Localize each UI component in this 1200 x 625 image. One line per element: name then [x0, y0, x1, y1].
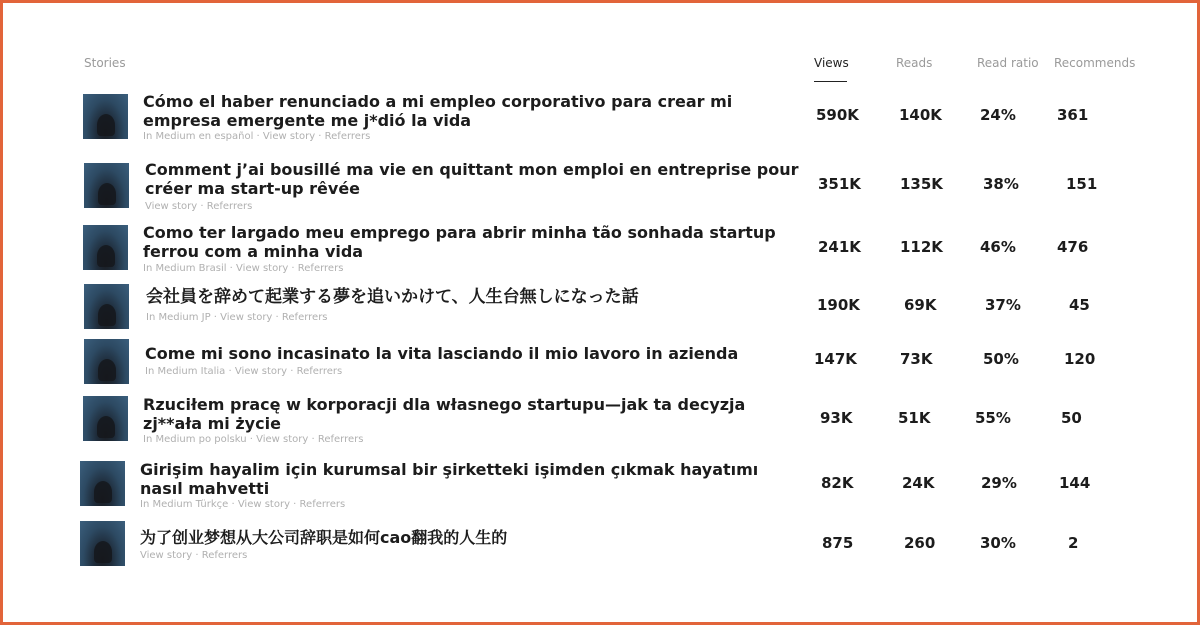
reads-value: 24K [902, 474, 935, 492]
recommends-value: 144 [1059, 474, 1091, 492]
read-ratio-value: 38% [983, 175, 1019, 193]
read-ratio-value: 24% [980, 106, 1016, 124]
reads-value: 140K [899, 106, 942, 124]
reads-value: 73K [900, 350, 933, 368]
read-ratio-value: 50% [983, 350, 1019, 368]
story-title[interactable]: Cómo el haber renunciado a mi empleo corporativo para crear mi empresa emergente me j*dió la vida [143, 92, 733, 130]
read-ratio-value: 46% [980, 238, 1016, 256]
read-ratio-value: 29% [981, 474, 1017, 492]
story-meta: In Medium Italia · View story · Referrers [145, 366, 343, 377]
recommends-value: 361 [1057, 106, 1089, 124]
story-meta: In Medium Türkçe · View story · Referrers [140, 499, 346, 510]
view-story-link[interactable]: View story [234, 366, 288, 377]
view-story-link[interactable]: View story [256, 434, 309, 445]
publication-link[interactable]: In Medium JP [146, 312, 211, 323]
story-meta: In Medium po polsku · View story · Referrers [143, 434, 364, 445]
read-ratio-value: 37% [985, 296, 1021, 314]
reads-value: 135K [900, 175, 943, 193]
header-reads-tab[interactable]: Reads [896, 56, 933, 70]
referrers-link[interactable]: Referrers [206, 201, 253, 212]
story-thumbnail[interactable] [84, 339, 129, 384]
publication-link[interactable]: In Medium Türkçe [140, 499, 229, 510]
story-title[interactable]: 为了创业梦想从大公司辞职是如何cao翻我的人生的 [140, 528, 508, 547]
referrers-link[interactable]: Referrers [297, 263, 344, 274]
header-read-ratio-tab[interactable]: Read ratio [977, 56, 1039, 70]
story-title[interactable]: Comment j’ai bousillé ma vie en quittant mon emploi en entreprise pour créer ma start-up rêvée [145, 160, 799, 198]
reads-value: 112K [900, 238, 943, 256]
story-thumbnail[interactable] [84, 284, 129, 329]
read-ratio-value: 55% [975, 409, 1011, 427]
views-value: 590K [816, 106, 859, 124]
recommends-value: 50 [1061, 409, 1082, 427]
views-value: 147K [814, 350, 857, 368]
views-value: 241K [818, 238, 861, 256]
story-meta: In Medium Brasil · View story · Referrers [143, 263, 344, 274]
story-meta: View story · Referrers [145, 201, 253, 212]
story-title[interactable]: Rzuciłem pracę w korporacji dla własnego startupu—jak ta decyzja zj**ała mi życie [143, 395, 746, 433]
story-thumbnail[interactable] [83, 94, 128, 139]
publication-link[interactable]: In Medium Brasil [143, 263, 227, 274]
views-value: 82K [821, 474, 854, 492]
publication-link[interactable]: In Medium Italia [145, 366, 226, 377]
view-story-link[interactable]: View story [145, 201, 198, 212]
publication-link[interactable]: In Medium en español [143, 131, 254, 142]
referrers-link[interactable]: Referrers [281, 312, 328, 323]
views-value: 93K [820, 409, 853, 427]
view-story-link[interactable]: View story [220, 312, 273, 323]
views-value: 351K [818, 175, 861, 193]
story-title[interactable]: Girişim hayalim için kurumsal bir şirketteki işimden çıkmak hayatımı nasıl mahvetti [140, 460, 759, 498]
story-thumbnail[interactable] [83, 225, 128, 270]
reads-value: 51K [898, 409, 931, 427]
story-meta: View story · Referrers [140, 550, 248, 561]
view-story-link[interactable]: View story [262, 131, 316, 142]
story-meta: In Medium en español · View story · Referrers [143, 131, 371, 142]
reads-value: 69K [904, 296, 937, 314]
story-thumbnail[interactable] [84, 163, 129, 208]
header-stories: Stories [84, 56, 126, 70]
story-meta: In Medium JP · View story · Referrers [146, 312, 328, 323]
active-tab-underline [814, 81, 847, 82]
reads-value: 260 [904, 534, 936, 552]
story-title[interactable]: Come mi sono incasinato la vita lasciando il mio lavoro in azienda [145, 344, 739, 363]
publication-link[interactable]: In Medium po polsku [143, 434, 247, 445]
header-views-tab[interactable]: Views [814, 56, 849, 70]
referrers-link[interactable]: Referrers [299, 499, 346, 510]
views-value: 190K [817, 296, 860, 314]
story-title[interactable]: Como ter largado meu emprego para abrir minha tão sonhada startup ferrou com a minha vida [143, 223, 776, 261]
recommends-value: 476 [1057, 238, 1089, 256]
header-recommends-tab[interactable]: Recommends [1054, 56, 1136, 70]
story-thumbnail[interactable] [83, 396, 128, 441]
referrers-link[interactable]: Referrers [201, 550, 248, 561]
recommends-value: 45 [1069, 296, 1090, 314]
view-story-link[interactable]: View story [140, 550, 193, 561]
referrers-link[interactable]: Referrers [317, 434, 364, 445]
story-thumbnail[interactable] [80, 461, 125, 506]
view-story-link[interactable]: View story [237, 499, 290, 510]
recommends-value: 120 [1064, 350, 1096, 368]
story-thumbnail[interactable] [80, 521, 125, 566]
read-ratio-value: 30% [980, 534, 1016, 552]
referrers-link[interactable]: Referrers [324, 131, 371, 142]
recommends-value: 2 [1068, 534, 1079, 552]
view-story-link[interactable]: View story [236, 263, 289, 274]
story-title[interactable]: 会社員を辞めて起業する夢を追いかけて、人生台無しになった話 [146, 287, 639, 307]
recommends-value: 151 [1066, 175, 1098, 193]
referrers-link[interactable]: Referrers [296, 366, 343, 377]
views-value: 875 [822, 534, 854, 552]
